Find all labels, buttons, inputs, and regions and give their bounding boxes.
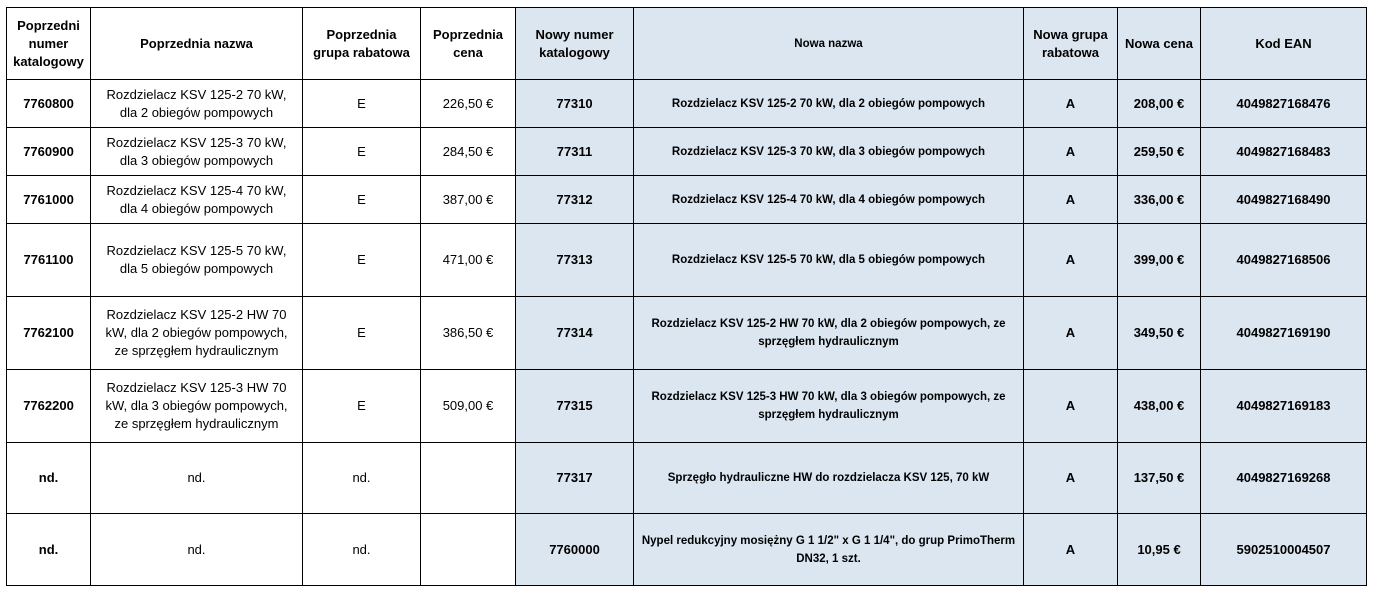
table-row (7, 370, 1367, 443)
cell-new-group: A (1024, 224, 1118, 297)
cell-new-name: Sprzęgło hydrauliczne HW do rozdzielacza KSV 125, 70 kW (634, 443, 1024, 514)
cell-prev-number: nd. (7, 443, 91, 514)
cell-new-group: A (1024, 443, 1118, 514)
cell-prev-price (421, 514, 516, 586)
cell-new-number: 77315 (516, 370, 634, 443)
cell-new-name: Rozdzielacz KSV 125-5 70 kW, dla 5 obiegów pompowych (634, 224, 1024, 297)
header-prev-name: Poprzednia nazwa (91, 8, 303, 80)
header-prev-number: Poprzedni numer katalogowy (7, 8, 91, 80)
cell-new-price: 137,50 € (1118, 443, 1201, 514)
cell-prev-number: 7762200 (7, 370, 91, 443)
cell-new-price: 438,00 € (1118, 370, 1201, 443)
cell-ean: 4049827169190 (1201, 297, 1367, 370)
cell-prev-name: Rozdzielacz KSV 125-4 70 kW, dla 4 obiegów pompowych (91, 176, 303, 224)
cell-new-name: Rozdzielacz KSV 125-3 HW 70 kW, dla 3 obiegów pompowych, ze sprzęgłem hydraulicznym (634, 370, 1024, 443)
cell-ean: 4049827168490 (1201, 176, 1367, 224)
cell-prev-number: 7761000 (7, 176, 91, 224)
cell-new-number: 77311 (516, 128, 634, 176)
cell-prev-name: Rozdzielacz KSV 125-2 70 kW, dla 2 obiegów pompowych (91, 80, 303, 128)
cell-ean: 4049827168483 (1201, 128, 1367, 176)
cell-prev-price (421, 443, 516, 514)
table-row (7, 80, 1367, 128)
table-row (7, 224, 1367, 297)
cell-ean: 4049827168476 (1201, 80, 1367, 128)
cell-new-group: A (1024, 80, 1118, 128)
cell-new-price: 208,00 € (1118, 80, 1201, 128)
cell-prev-name: Rozdzielacz KSV 125-2 HW 70 kW, dla 2 obiegów pompowych, ze sprzęgłem hydraulicznym (91, 297, 303, 370)
cell-prev-name: Rozdzielacz KSV 125-3 HW 70 kW, dla 3 obiegów pompowych, ze sprzęgłem hydraulicznym (91, 370, 303, 443)
cell-prev-number: 7761100 (7, 224, 91, 297)
cell-new-group: A (1024, 176, 1118, 224)
cell-prev-price: 226,50 € (421, 80, 516, 128)
table-row (7, 128, 1367, 176)
cell-new-number: 77314 (516, 297, 634, 370)
cell-new-price: 336,00 € (1118, 176, 1201, 224)
cell-prev-group: E (303, 80, 421, 128)
cell-prev-group: E (303, 128, 421, 176)
cell-prev-name: Rozdzielacz KSV 125-3 70 kW, dla 3 obiegów pompowych (91, 128, 303, 176)
cell-new-group: A (1024, 128, 1118, 176)
cell-new-group: A (1024, 514, 1118, 586)
cell-new-name: Nypel redukcyjny mosiężny G 1 1/2" x G 1 1/4", do grup PrimoTherm DN32, 1 szt. (634, 514, 1024, 586)
header-row (7, 8, 1367, 80)
cell-prev-name: nd. (91, 443, 303, 514)
cell-new-name: Rozdzielacz KSV 125-2 HW 70 kW, dla 2 obiegów pompowych, ze sprzęgłem hydraulicznym (634, 297, 1024, 370)
cell-new-number: 7760000 (516, 514, 634, 586)
cell-new-group: A (1024, 297, 1118, 370)
cell-ean: 4049827169183 (1201, 370, 1367, 443)
cell-prev-group: E (303, 297, 421, 370)
cell-new-number: 77317 (516, 443, 634, 514)
table-row (7, 514, 1367, 586)
table-body (7, 80, 1367, 586)
price-table (6, 7, 1367, 586)
cell-prev-name: Rozdzielacz KSV 125-5 70 kW, dla 5 obiegów pompowych (91, 224, 303, 297)
cell-prev-group: E (303, 370, 421, 443)
cell-new-name: Rozdzielacz KSV 125-2 70 kW, dla 2 obiegów pompowych (634, 80, 1024, 128)
cell-new-price: 399,00 € (1118, 224, 1201, 297)
table-row (7, 443, 1367, 514)
cell-prev-price: 471,00 € (421, 224, 516, 297)
cell-new-price: 349,50 € (1118, 297, 1201, 370)
cell-new-group: A (1024, 370, 1118, 443)
cell-ean: 4049827168506 (1201, 224, 1367, 297)
cell-prev-group: E (303, 176, 421, 224)
table-row (7, 297, 1367, 370)
header-new-number: Nowy numer katalogowy (516, 8, 634, 80)
cell-prev-price: 284,50 € (421, 128, 516, 176)
header-prev-price: Poprzednia cena (421, 8, 516, 80)
cell-new-name: Rozdzielacz KSV 125-4 70 kW, dla 4 obiegów pompowych (634, 176, 1024, 224)
cell-prev-number: 7760800 (7, 80, 91, 128)
cell-prev-price: 509,00 € (421, 370, 516, 443)
header-new-price: Nowa cena (1118, 8, 1201, 80)
cell-prev-number: nd. (7, 514, 91, 586)
cell-prev-group: nd. (303, 514, 421, 586)
header-new-name: Nowa nazwa (634, 8, 1024, 80)
cell-prev-number: 7762100 (7, 297, 91, 370)
cell-prev-group: E (303, 224, 421, 297)
cell-new-price: 259,50 € (1118, 128, 1201, 176)
header-new-group: Nowa grupa rabatowa (1024, 8, 1118, 80)
header-prev-group: Poprzednia grupa rabatowa (303, 8, 421, 80)
cell-prev-group: nd. (303, 443, 421, 514)
cell-new-number: 77312 (516, 176, 634, 224)
header-ean: Kod EAN (1201, 8, 1367, 80)
cell-new-price: 10,95 € (1118, 514, 1201, 586)
cell-new-number: 77313 (516, 224, 634, 297)
cell-ean: 5902510004507 (1201, 514, 1367, 586)
cell-prev-number: 7760900 (7, 128, 91, 176)
cell-prev-price: 387,00 € (421, 176, 516, 224)
cell-ean: 4049827169268 (1201, 443, 1367, 514)
cell-new-name: Rozdzielacz KSV 125-3 70 kW, dla 3 obiegów pompowych (634, 128, 1024, 176)
cell-prev-name: nd. (91, 514, 303, 586)
cell-new-number: 77310 (516, 80, 634, 128)
cell-prev-price: 386,50 € (421, 297, 516, 370)
table-row (7, 176, 1367, 224)
